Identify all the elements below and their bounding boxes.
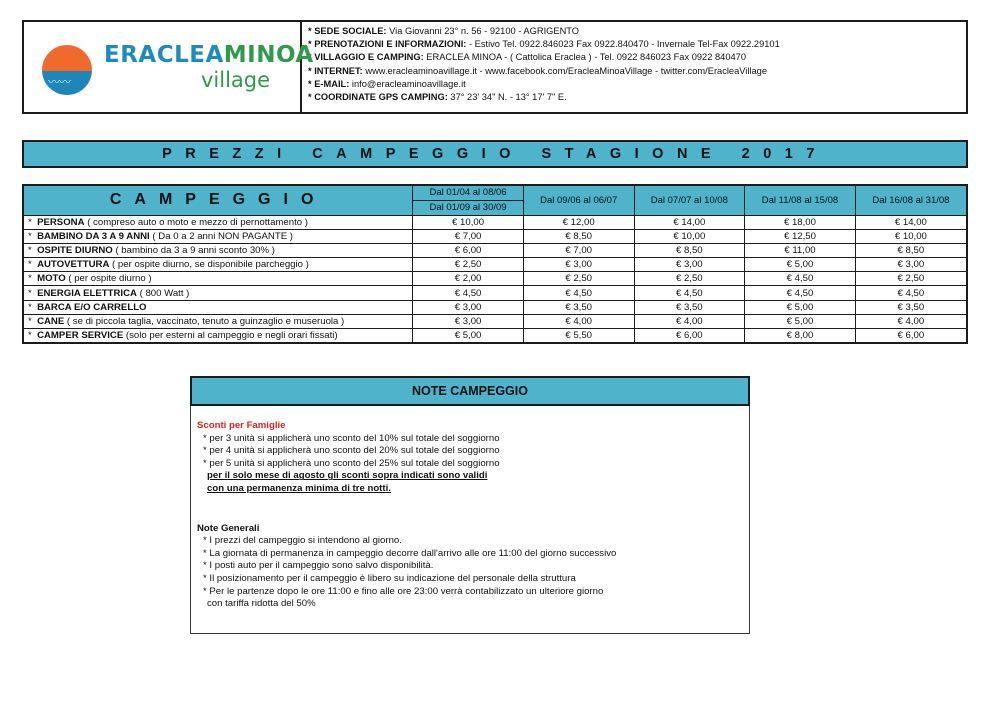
logo-title: ERACLEAMINOA bbox=[104, 42, 314, 68]
header-block bbox=[22, 20, 968, 114]
price-cell: € 14,00 bbox=[634, 215, 745, 229]
row-name: BARCA E/O CARRELLO bbox=[37, 301, 147, 313]
price-cell: € 8,50 bbox=[634, 243, 745, 257]
price-cell: € 6,00 bbox=[634, 329, 745, 343]
price-cell: € 3,00 bbox=[413, 300, 524, 314]
row-detail: ( per ospite diurno ) bbox=[65, 273, 152, 285]
table-heading: CAMPEGGIO bbox=[23, 185, 413, 215]
general-note: * La giornata di permanenza in campeggio decorre dall'arrivo alle ore 11:00 del giorno successivo bbox=[203, 547, 617, 559]
row-name: BAMBINO DA 3 A 9 ANNI bbox=[37, 230, 150, 242]
price-table bbox=[22, 184, 968, 344]
row-label: * OSPITE DIURNO ( bambino da 3 a 9 anni sconto 30% ) bbox=[23, 243, 413, 257]
price-cell: € 10,00 bbox=[413, 215, 524, 229]
period-3: Dal 07/07 al 10/08 bbox=[634, 185, 745, 215]
info-line-internet: * INTERNET: www.eracleaminoavillage.it - www.facebook.com/EracleaMinoaVillage - twitter.com/EracleaVillage bbox=[308, 65, 768, 76]
price-cell: € 5,00 bbox=[413, 329, 524, 343]
price-cell: € 4,50 bbox=[745, 272, 856, 286]
row-detail: ( 800 Watt ) bbox=[136, 287, 190, 299]
price-cell: € 18,00 bbox=[745, 215, 856, 229]
table-row bbox=[23, 272, 967, 286]
price-cell: € 14,00 bbox=[855, 215, 967, 229]
period-1-a: Dal 01/04 al 08/06 bbox=[413, 185, 524, 200]
row-name: OSPITE DIURNO bbox=[37, 244, 113, 256]
price-rows bbox=[23, 215, 967, 343]
info-line-villaggio: * VILLAGGIO E CAMPING: ERACLEA MINOA - ( Cattolica Eraclea ) - Tel. 0922 846023 Fax 0922 840470 bbox=[308, 52, 746, 63]
price-cell: € 4,50 bbox=[523, 286, 634, 300]
row-label: * BAMBINO DA 3 A 9 ANNI ( Da 0 a 2 anni NON PAGANTE ) bbox=[23, 229, 413, 243]
table-row bbox=[23, 286, 967, 300]
price-cell: € 4,00 bbox=[634, 314, 745, 328]
discount-item: * per 5 unità si applicherà uno sconto del 25% sul totale del soggiorno bbox=[203, 457, 500, 469]
general-note: * Il posizionamento per il campeggio è libero su indicazione del personale della struttura bbox=[203, 572, 576, 584]
price-cell: € 5,00 bbox=[745, 314, 856, 328]
row-label: * PERSONA ( compreso auto o moto e mezzo di pernottamento ) bbox=[23, 215, 413, 229]
table-row bbox=[23, 300, 967, 314]
page-title-bar bbox=[22, 140, 968, 168]
logo-subtitle: village bbox=[201, 68, 271, 92]
row-detail: ( Da 0 a 2 anni NON PAGANTE ) bbox=[149, 230, 293, 242]
price-cell: € 7,00 bbox=[413, 229, 524, 243]
discount-title: Sconti per Famiglie bbox=[197, 420, 286, 431]
logo bbox=[24, 22, 314, 112]
price-cell: € 12,50 bbox=[745, 229, 856, 243]
notes-body bbox=[191, 406, 749, 611]
price-cell: € 4,50 bbox=[745, 286, 856, 300]
price-cell: € 2,50 bbox=[855, 272, 967, 286]
price-cell: € 11,00 bbox=[745, 243, 856, 257]
price-cell: € 5,00 bbox=[745, 300, 856, 314]
contact-info bbox=[302, 22, 780, 112]
period-1-b: Dal 01/09 al 30/09 bbox=[413, 200, 524, 215]
row-label: * ENERGIA ELETTRICA ( 800 Watt ) bbox=[23, 286, 413, 300]
info-line-prenotazioni: * PRENOTAZIONI E INFORMAZIONI: - Estivo Tel. 0922.846023 Fax 0922.840470 - Invernale Tel-Fax 0922.29101 bbox=[308, 39, 780, 50]
row-label: * BARCA E/O CARRELLO bbox=[23, 300, 413, 314]
row-name: PERSONA bbox=[37, 216, 85, 228]
row-name: CANE bbox=[37, 315, 65, 327]
price-cell: € 7,00 bbox=[523, 243, 634, 257]
price-cell: € 3,50 bbox=[855, 300, 967, 314]
table-row bbox=[23, 243, 967, 257]
general-note: * Per le partenze dopo le ore 11:00 e fino alle ore 23:00 verrà contabilizzato un ulteriore giorno bbox=[203, 585, 604, 597]
price-cell: € 4,50 bbox=[413, 286, 524, 300]
price-cell: € 4,00 bbox=[523, 314, 634, 328]
notes-heading: NOTE CAMPEGGIO bbox=[190, 376, 750, 406]
price-cell: € 2,50 bbox=[413, 258, 524, 272]
discount-item: * per 4 unità si applicherà uno sconto del 20% sul totale del soggiorno bbox=[203, 445, 500, 457]
period-2: Dal 09/06 al 06/07 bbox=[523, 185, 634, 215]
price-cell: € 6,00 bbox=[413, 243, 524, 257]
table-row bbox=[23, 215, 967, 229]
price-cell: € 3,00 bbox=[634, 258, 745, 272]
price-cell: € 8,00 bbox=[745, 329, 856, 343]
info-line-email: * E-MAIL: info@eracleaminoavillage.it bbox=[308, 78, 466, 89]
notes-box bbox=[190, 376, 750, 634]
price-cell: € 3,00 bbox=[413, 314, 524, 328]
row-label: * AUTOVETTURA ( per ospite diurno, se disponibile parcheggio ) bbox=[23, 258, 413, 272]
table-row bbox=[23, 314, 967, 328]
general-note: * I posti auto per il campeggio sono salvo disponibilità. bbox=[203, 560, 434, 572]
row-name: CAMPER SERVICE bbox=[37, 329, 124, 341]
price-cell: € 10,00 bbox=[855, 229, 967, 243]
price-cell: € 5,00 bbox=[745, 258, 856, 272]
period-5: Dal 16/08 al 31/08 bbox=[855, 185, 967, 215]
page-title: PREZZI CAMPEGGIO STAGIONE 2017 bbox=[162, 146, 828, 162]
period-4: Dal 11/08 al 15/08 bbox=[745, 185, 856, 215]
discount-item: * per 3 unità si applicherà uno sconto del 10% sul totale del soggiorno bbox=[203, 432, 500, 444]
price-cell: € 2,50 bbox=[634, 272, 745, 286]
price-cell: € 12,00 bbox=[523, 215, 634, 229]
price-cell: € 10,00 bbox=[634, 229, 745, 243]
row-detail: ( per ospite diurno, se disponibile parcheggio ) bbox=[109, 259, 309, 271]
general-note-continuation: con tariffa ridotta del 50% bbox=[207, 598, 316, 610]
row-label: * CAMPER SERVICE (solo per esterni al campeggio e negli orari fissati) bbox=[23, 329, 413, 343]
price-cell: € 4,50 bbox=[855, 286, 967, 300]
table-row bbox=[23, 258, 967, 272]
price-cell: € 2,00 bbox=[413, 272, 524, 286]
price-cell: € 4,50 bbox=[634, 286, 745, 300]
general-note: * I prezzi del campeggio si intendono al giorno. bbox=[203, 535, 402, 547]
row-label: * MOTO ( per ospite diurno ) bbox=[23, 272, 413, 286]
table-row bbox=[23, 229, 967, 243]
price-cell: € 3,00 bbox=[523, 258, 634, 272]
table-row bbox=[23, 329, 967, 343]
discount-condition: per il solo mese di agosto gli sconti sopra indicati sono validi bbox=[207, 470, 488, 482]
price-cell: € 2,50 bbox=[523, 272, 634, 286]
logo-sea-sun-icon: 〰〰 bbox=[42, 45, 92, 95]
row-detail: ( compreso auto o moto e mezzo di pernottamento ) bbox=[84, 216, 308, 228]
row-detail: ( bambino da 3 a 9 anni sconto 30% ) bbox=[112, 244, 275, 256]
discount-condition: con una permanenza minima di tre notti. bbox=[207, 482, 391, 494]
row-detail: (solo per esterni al campeggio e negli orari fissati) bbox=[123, 329, 338, 341]
row-label: * CANE ( se di piccola taglia, vaccinato, tenuto a guinzaglio e museruola ) bbox=[23, 314, 413, 328]
price-cell: € 3,50 bbox=[523, 300, 634, 314]
price-cell: € 8,50 bbox=[523, 229, 634, 243]
info-line-gps: * COORDINATE GPS CAMPING: 37° 23' 34" N. - 13° 17' 7" E. bbox=[308, 92, 567, 103]
price-cell: € 8,50 bbox=[855, 243, 967, 257]
table-header-row bbox=[23, 185, 967, 200]
price-cell: € 3,50 bbox=[634, 300, 745, 314]
price-cell: € 4,00 bbox=[855, 314, 967, 328]
price-cell: € 3,00 bbox=[855, 258, 967, 272]
row-name: MOTO bbox=[37, 273, 66, 285]
general-notes-title: Note Generali bbox=[197, 522, 260, 534]
row-name: ENERGIA ELETTRICA bbox=[37, 287, 137, 299]
price-cell: € 5,50 bbox=[523, 329, 634, 343]
price-cell: € 6,00 bbox=[855, 329, 967, 343]
info-line-sede: * SEDE SOCIALE: Via Giovanni 23° n. 56 - 92100 - AGRIGENTO bbox=[308, 26, 580, 36]
row-detail: ( se di piccola taglia, vaccinato, tenuto a guinzaglio e museruola ) bbox=[64, 315, 345, 327]
row-name: AUTOVETTURA bbox=[37, 259, 110, 271]
